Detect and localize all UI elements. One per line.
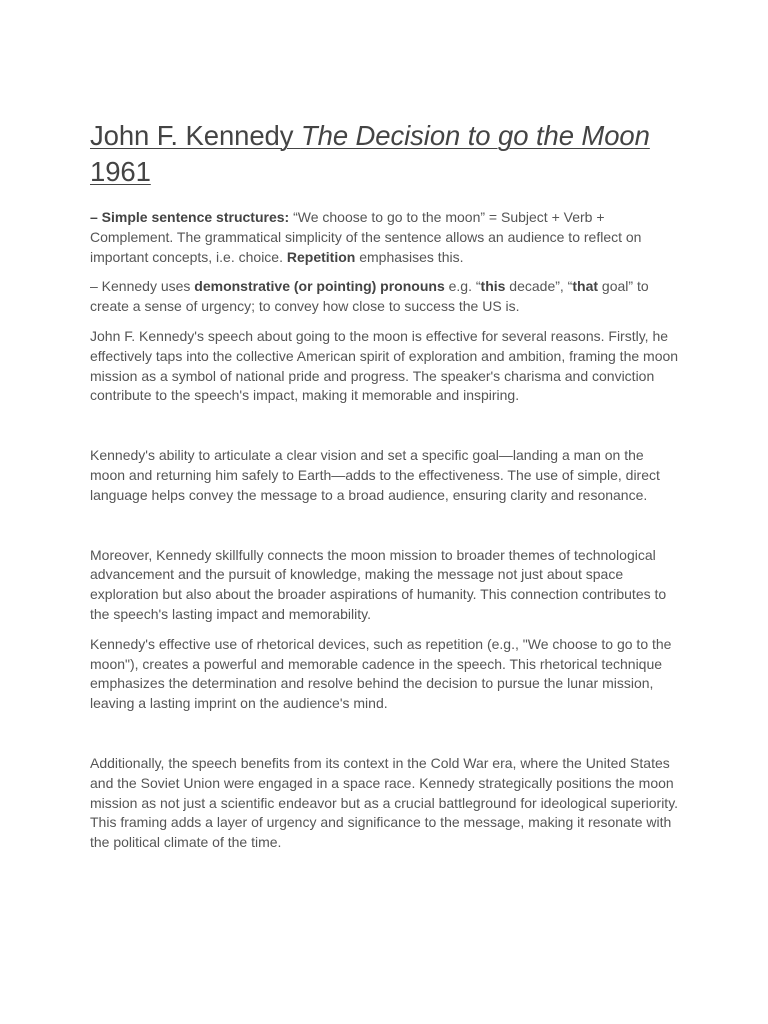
document-page: [90, 118, 680, 853]
paragraph-text: decade”, “: [505, 278, 573, 295]
paragraph-simple-sentences: [90, 208, 680, 267]
title-year: 1961: [90, 156, 151, 187]
paragraph-broader-themes: Moreover, Kennedy skillfully connects the moon mission to broader themes of technological advancement and the pursuit of knowledge, making the message not just about space exploration but also about the broader aspirations of humanity. This connection contributes to the speech's lasting impact and memorability.: [90, 546, 667, 622]
paragraph-demonstrative-pronouns: [90, 277, 680, 317]
bold-demonstrative-pronouns: demonstrative (or pointing) pronouns: [194, 278, 445, 295]
paragraph-text: e.g. “: [444, 278, 481, 295]
paragraph-effectiveness-intro: John F. Kennedy's speech about going to the moon is effective for several reasons. Firstly, he effectively taps into the collective American spirit of exploration and ambition, framing the moon mission as a symbol of national pride and progress. The speaker's charisma and conviction contribute to the speech's impact, making it memorable and inspiring.: [90, 327, 679, 404]
bold-simple-sentence-structures: – Simple sentence structures:: [90, 209, 290, 225]
title-speech-name: The Decision to go the Moon: [300, 120, 650, 151]
paragraph-cold-war-context: Additionally, the speech benefits from its context in the Cold War era, where the United States and the Soviet Union were engaged in a space race. Kennedy strategically positions the moon mission as not just a scientific endeavor but as a crucial battleground for ideological superiority. This framing adds a layer of urgency and significance to the message, making it resonate with the political climate of the time.: [90, 754, 679, 851]
paragraph-text: – Kennedy uses: [90, 278, 195, 295]
document-title: [90, 118, 680, 190]
paragraph-text: goal” to create a sense of urgency; to convey how close to success the US is.: [90, 278, 649, 315]
bold-repetition: Repetition: [286, 248, 356, 265]
paragraph-rhetorical-devices: Kennedy's effective use of rhetorical devices, such as repetition (e.g., "We choose to go to the moon"), creates a powerful and memorable cadence in the speech. This rhetorical technique emphasizes the determination and resolve behind the decision to pursue the lunar mission, leaving a lasting imprint on the audience's mind.: [90, 635, 672, 712]
paragraph-text: emphasises this.: [355, 248, 464, 265]
title-author: John F. Kennedy: [90, 120, 301, 151]
paragraph-text: “We choose to go to the moon” = Subject + Verb + Complement. The grammatical simplicity of the sentence allows an audience to reflect on important concepts, i.e. choice.: [90, 209, 642, 265]
paragraph-clear-vision: Kennedy's ability to articulate a clear vision and set a specific goal—landing a man on the moon and returning him safely to Earth—adds to the effectiveness. The use of simple, direct language helps convey the message to a broad audience, ensuring clarity and resonance.: [90, 447, 660, 503]
bold-that: that: [572, 278, 599, 295]
bold-this: this: [480, 278, 506, 295]
